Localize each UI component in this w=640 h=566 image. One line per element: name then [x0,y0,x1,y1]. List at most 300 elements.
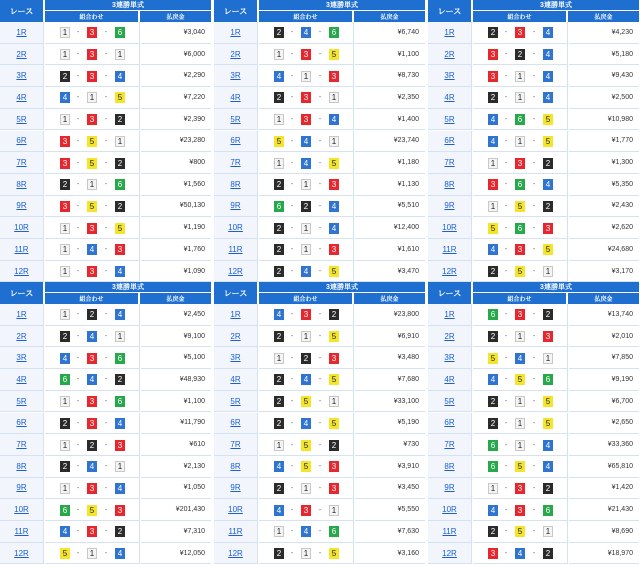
boat-number-badge: 4 [115,483,125,494]
race-link[interactable]: 6R [230,136,241,146]
combination-cell [45,478,140,500]
boat-number-badge: 1 [301,71,311,82]
boat-number-badge: 3 [488,548,498,559]
race-link[interactable]: 11R [228,244,243,254]
boat-number-badge: 3 [329,71,339,82]
race-link[interactable]: 10R [442,223,457,233]
boat-number-badge: 2 [115,158,125,169]
race-link[interactable]: 11R [14,244,29,254]
separator-dash: - [104,224,108,232]
race-cell [214,499,258,521]
race-cell [214,174,258,196]
boat-number-badge: 5 [515,461,525,472]
race-cell [428,326,472,348]
payout-cell: ¥1,100 [141,391,211,413]
separator-dash: - [504,116,508,124]
race-link[interactable]: 5R [16,114,27,124]
boat-number-badge: 2 [115,201,125,212]
payout-column-header: 払戻金 [568,11,639,22]
combination-column-header: 組合わせ [259,11,353,22]
separator-dash: - [76,159,80,167]
race-link[interactable]: 2R [16,331,27,341]
table-row [0,239,211,261]
race-link[interactable]: 2R [444,49,455,59]
separator-dash: - [504,376,508,384]
combination-cell [259,391,354,413]
separator-dash: - [76,202,80,210]
race-link[interactable]: 6R [444,136,455,146]
separator-dash: - [318,246,322,254]
boat-number-badge: 3 [488,179,498,190]
race-link[interactable]: 7R [16,440,27,450]
boat-number-badge: 2 [274,244,284,255]
boat-number-badge: 4 [329,223,339,234]
separator-dash: - [290,94,294,102]
payout-cell: ¥3,470 [355,261,425,283]
boat-number-badge: 2 [274,331,284,342]
race-cell [428,217,472,239]
table-row [428,239,639,261]
race-cell [214,369,258,391]
boat-number-badge: 4 [543,179,553,190]
separator-dash: - [290,376,294,384]
payout-cell: ¥5,100 [141,347,211,369]
boat-number-badge: 5 [329,548,339,559]
boat-number-badge: 1 [543,526,553,537]
payout-cell: ¥1,400 [355,109,425,131]
boat-number-badge: 4 [301,266,311,277]
boat-number-badge: 1 [543,266,553,277]
boat-number-badge: 3 [87,526,97,537]
payout-cell: ¥2,010 [569,326,639,348]
table-header [214,282,425,304]
separator-dash: - [318,398,322,406]
boat-number-badge: 1 [115,331,125,342]
combination-cell [259,87,354,109]
payout-cell: ¥2,430 [569,196,639,218]
separator-dash: - [104,354,108,362]
race-cell [428,22,472,44]
payout-cell: ¥1,130 [355,174,425,196]
boat-number-badge: 1 [301,179,311,190]
combination-cell [473,174,568,196]
table-header [428,282,639,304]
separator-dash: - [532,181,536,189]
boat-number-badge: 1 [274,353,284,364]
separator-dash: - [104,181,108,189]
combination-cell [259,434,354,456]
table-row [428,413,639,435]
race-cell [0,326,44,348]
boat-number-badge: 3 [87,418,97,429]
table-header [428,0,639,22]
race-link[interactable]: 2R [230,331,241,341]
boat-number-badge: 6 [115,353,125,364]
race-link[interactable]: 9R [230,201,241,211]
race-link[interactable]: 12R [14,548,29,558]
race-link[interactable]: 1R [230,27,241,37]
boat-number-badge: 5 [488,223,498,234]
combination-cell [45,413,140,435]
race-link[interactable]: 10R [14,223,29,233]
race-link[interactable]: 2R [16,49,27,59]
separator-dash: - [532,116,536,124]
boat-number-badge: 2 [274,483,284,494]
boat-number-badge: 4 [301,158,311,169]
race-link[interactable]: 7R [230,440,241,450]
race-link[interactable]: 8R [16,461,27,471]
race-link[interactable]: 6R [230,418,241,428]
separator-dash: - [76,29,80,37]
boat-number-badge: 2 [329,309,339,320]
race-link[interactable]: 9R [16,483,27,493]
race-link[interactable]: 4R [444,374,455,384]
race-link[interactable]: 1R [16,27,27,37]
separator-dash: - [76,116,80,124]
race-link[interactable]: 9R [230,483,241,493]
payout-cell: ¥21,430 [569,499,639,521]
combination-cell [259,109,354,131]
boat-number-badge: 4 [515,548,525,559]
combination-cell [259,44,354,66]
combination-cell [473,217,568,239]
separator-dash: - [76,398,80,406]
payout-cell: ¥6,000 [141,44,211,66]
race-link[interactable]: 5R [230,396,241,406]
boat-number-badge: 5 [515,374,525,385]
table-row [214,456,425,478]
separator-dash: - [104,116,108,124]
separator-dash: - [76,268,80,276]
boat-number-badge: 2 [543,201,553,212]
race-cell [0,478,44,500]
race-link[interactable]: 1R [230,309,241,319]
race-link[interactable]: 9R [444,201,455,211]
boat-number-badge: 4 [543,92,553,103]
payout-column-header: 払戻金 [354,293,425,304]
table-row [214,413,425,435]
payout-cell: ¥610 [141,434,211,456]
race-link[interactable]: 9R [16,201,27,211]
separator-dash: - [76,419,80,427]
race-cell [0,413,44,435]
table-row [0,391,211,413]
boat-number-badge: 2 [488,396,498,407]
combination-cell [45,304,140,326]
race-link[interactable]: 8R [230,179,241,189]
combination-cell [473,239,568,261]
boat-number-badge: 1 [60,27,70,38]
boat-number-badge: 5 [329,331,339,342]
payout-cell: ¥33,100 [355,391,425,413]
separator-dash: - [318,550,322,558]
separator-dash: - [290,354,294,362]
race-link[interactable]: 5R [230,114,241,124]
table-row [214,196,425,218]
boat-number-badge: 1 [60,223,70,234]
race-link[interactable]: 5R [444,114,455,124]
race-link[interactable]: 1R [16,309,27,319]
table-row [214,391,425,413]
race-link[interactable]: 7R [444,440,455,450]
race-cell [428,174,472,196]
combination-cell [473,196,568,218]
results-panel [428,0,639,282]
boat-number-badge: 3 [87,49,97,60]
boat-number-badge: 2 [115,374,125,385]
boat-number-badge: 3 [87,27,97,38]
boat-number-badge: 3 [329,244,339,255]
race-link[interactable]: 7R [230,158,241,168]
boat-number-badge: 3 [87,223,97,234]
separator-dash: - [76,137,80,145]
race-link[interactable]: 6R [16,136,27,146]
combination-cell [259,499,354,521]
race-link[interactable]: 12R [228,548,243,558]
separator-dash: - [532,72,536,80]
table-row [428,543,639,565]
combination-cell [45,44,140,66]
separator-dash: - [318,181,322,189]
boat-number-badge: 1 [60,440,70,451]
boat-number-badge: 2 [488,418,498,429]
boat-number-badge: 2 [60,331,70,342]
boat-number-badge: 1 [301,331,311,342]
race-link[interactable]: 3R [230,353,241,363]
race-link[interactable]: 12R [14,266,29,276]
combination-cell [473,152,568,174]
payout-column-header: 払戻金 [568,293,639,304]
separator-dash: - [104,484,108,492]
separator-dash: - [76,94,80,102]
boat-number-badge: 6 [115,179,125,190]
results-panel [0,282,211,564]
separator-dash: - [532,333,536,341]
combination-column-header: 組合わせ [473,293,567,304]
race-link[interactable]: 10R [14,505,29,515]
separator-dash: - [504,441,508,449]
race-link[interactable]: 3R [16,71,27,81]
separator-dash: - [76,506,80,514]
table-row [0,22,211,44]
table-row [0,543,211,565]
separator-dash: - [318,354,322,362]
separator-dash: - [290,550,294,558]
race-cell [0,499,44,521]
table-row [214,217,425,239]
race-link[interactable]: 10R [228,505,243,515]
race-cell [0,44,44,66]
race-link[interactable]: 4R [444,92,455,102]
combination-cell [473,261,568,283]
separator-dash: - [504,354,508,362]
race-cell [428,261,472,283]
boat-number-badge: 1 [274,49,284,60]
boat-number-badge: 3 [115,505,125,516]
separator-dash: - [76,333,80,341]
payout-cell: ¥9,190 [569,369,639,391]
race-link[interactable]: 11R [228,526,243,536]
boat-number-badge: 2 [274,92,284,103]
race-link[interactable]: 11R [442,526,457,536]
race-link[interactable]: 11R [442,244,457,254]
race-link[interactable]: 3R [444,353,455,363]
race-link[interactable]: 1R [444,309,455,319]
boat-number-badge: 3 [515,483,525,494]
boat-number-badge: 3 [60,201,70,212]
combination-cell [259,413,354,435]
boat-number-badge: 2 [274,548,284,559]
boat-number-badge: 5 [543,136,553,147]
boat-number-badge: 1 [87,548,97,559]
boat-number-badge: 4 [60,92,70,103]
separator-dash: - [532,29,536,37]
payout-cell: ¥6,740 [355,22,425,44]
boat-number-badge: 4 [274,461,284,472]
table-header [214,0,425,22]
boat-number-badge: 2 [488,92,498,103]
boat-number-badge: 4 [488,114,498,125]
race-cell [428,44,472,66]
race-link[interactable]: 11R [14,526,29,536]
race-link[interactable]: 7R [444,158,455,168]
boat-number-badge: 1 [60,266,70,277]
race-link[interactable]: 1R [444,27,455,37]
boat-number-badge: 4 [115,266,125,277]
race-link[interactable]: 3R [16,353,27,363]
race-link[interactable]: 2R [230,49,241,59]
boat-number-badge: 4 [488,244,498,255]
combination-cell [45,326,140,348]
race-link[interactable]: 6R [16,418,27,428]
payout-cell: ¥8,690 [569,521,639,543]
boat-number-badge: 5 [87,505,97,516]
separator-dash: - [104,333,108,341]
race-link[interactable]: 8R [444,179,455,189]
race-cell [0,369,44,391]
results-panel [428,282,639,564]
combination-cell [259,521,354,543]
race-link[interactable]: 12R [442,266,457,276]
race-column-header: レース [428,0,472,22]
boat-number-badge: 5 [329,418,339,429]
race-cell [0,239,44,261]
boat-number-badge: 2 [274,179,284,190]
separator-dash: - [504,159,508,167]
race-cell [428,391,472,413]
separator-dash: - [104,94,108,102]
race-link[interactable]: 4R [16,374,27,384]
race-link[interactable]: 3R [444,71,455,81]
combination-cell [259,239,354,261]
payout-cell: ¥3,910 [355,456,425,478]
table-row [428,261,639,283]
boat-number-badge: 4 [543,440,553,451]
boat-number-badge: 4 [274,309,284,320]
table-row [214,434,425,456]
boat-number-badge: 2 [301,353,311,364]
table-row [0,217,211,239]
boat-number-badge: 5 [301,440,311,451]
race-link[interactable]: 4R [16,92,27,102]
boat-number-badge: 4 [329,201,339,212]
payout-cell: ¥50,130 [141,196,211,218]
combination-cell [473,304,568,326]
separator-dash: - [290,224,294,232]
boat-number-badge: 3 [60,136,70,147]
bet-type-header: 3連勝単式 [45,282,211,293]
race-link[interactable]: 2R [444,331,455,341]
boat-number-badge: 1 [543,353,553,364]
boat-number-badge: 5 [60,548,70,559]
race-link[interactable]: 6R [444,418,455,428]
boat-number-badge: 5 [329,266,339,277]
race-link[interactable]: 12R [442,548,457,558]
separator-dash: - [76,550,80,558]
separator-dash: - [104,137,108,145]
race-link[interactable]: 8R [16,179,27,189]
payout-cell: ¥1,050 [141,478,211,500]
boat-number-badge: 4 [488,136,498,147]
boat-number-badge: 1 [274,158,284,169]
race-link[interactable]: 10R [442,505,457,515]
table-row [428,87,639,109]
race-link[interactable]: 4R [230,374,241,384]
table-row [0,196,211,218]
boat-number-badge: 3 [515,244,525,255]
separator-dash: - [532,268,536,276]
separator-dash: - [76,72,80,80]
race-cell [214,44,258,66]
boat-number-badge: 1 [115,461,125,472]
separator-dash: - [318,51,322,59]
combination-cell [45,217,140,239]
boat-number-badge: 2 [274,396,284,407]
combination-column-header: 組合わせ [473,11,567,22]
race-link[interactable]: 10R [228,223,243,233]
results-panel [214,282,425,564]
separator-dash: - [318,441,322,449]
race-link[interactable]: 3R [230,71,241,81]
race-link[interactable]: 8R [230,461,241,471]
race-cell [428,369,472,391]
table-header [0,0,211,22]
race-link[interactable]: 5R [444,396,455,406]
race-link[interactable]: 4R [230,92,241,102]
boat-number-badge: 4 [274,505,284,516]
race-link[interactable]: 7R [16,158,27,168]
race-link[interactable]: 9R [444,483,455,493]
boat-number-badge: 3 [301,309,311,320]
race-link[interactable]: 5R [16,396,27,406]
race-cell [0,196,44,218]
payout-cell: ¥33,360 [569,434,639,456]
separator-dash: - [318,333,322,341]
boat-number-badge: 3 [515,27,525,38]
payout-cell: ¥1,760 [141,239,211,261]
bet-type-header: 3連勝単式 [473,282,639,293]
race-link[interactable]: 8R [444,461,455,471]
separator-dash: - [76,246,80,254]
separator-dash: - [104,376,108,384]
race-link[interactable]: 12R [228,266,243,276]
payout-cell: ¥1,770 [569,131,639,153]
table-row [0,521,211,543]
combination-cell [45,456,140,478]
race-cell [428,456,472,478]
table-row [0,174,211,196]
payout-cell: ¥2,450 [141,304,211,326]
